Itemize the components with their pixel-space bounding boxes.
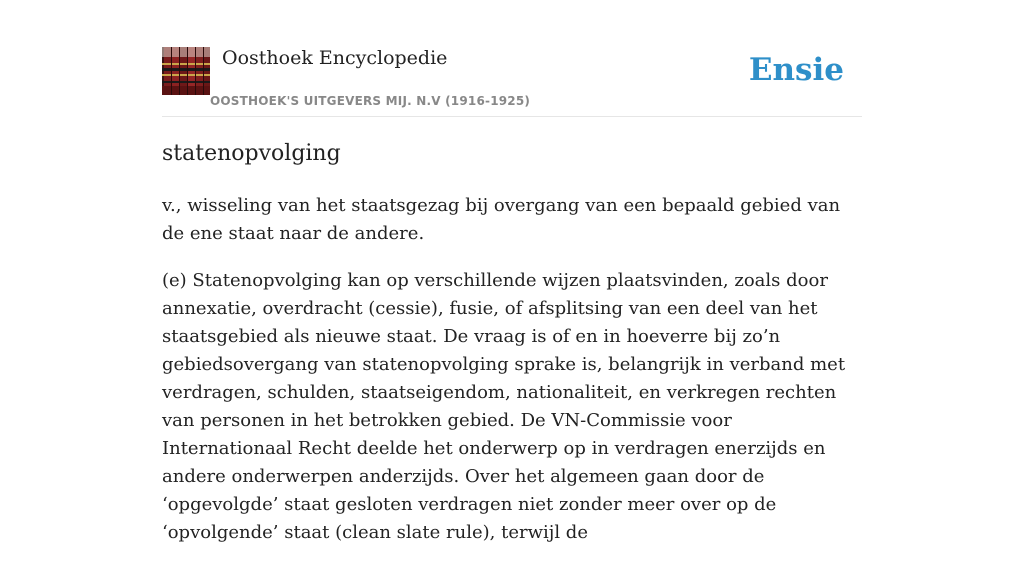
article-paragraph: v., wisseling van het staatsgezag bij overgang van een bepaald gebied van de ene staat naar de andere.: [162, 195, 841, 244]
publisher-label: OOSTHOEK'S UITGEVERS MIJ. N.V (1916-1925): [210, 94, 531, 108]
ensie-logo[interactable]: Ensie: [748, 52, 844, 88]
source-name[interactable]: Oosthoek Encyclopedie: [222, 47, 448, 69]
article-paragraph: (e) Statenopvolging kan op verschillende wijzen plaatsvinden, zoals door annexatie, overdracht (cessie), fusie, of afsplitsing van een deel van het staatsgebied als nieuwe staat. De vraag is of en in hoeverre bij zo’n gebiedsovergang van statenopvolging sprake is, belangrijk in verband met verdragen, schulden, staatseigendom, nationaliteit, en verkregen rechten van personen in het betrokken gebied. De VN-Commissie voor Internationaal Recht deelde het onderwerp op in verdragen enerzijds en andere onderwerpen anderzijds. Over het algemeen gaan door de ‘opgevolgde’ staat gesloten verdragen niet zonder meer over op de ‘opvolgende’ staat (clean slate rule), terwijl de: [162, 270, 846, 543]
book-spines-icon[interactable]: [162, 47, 210, 95]
article-title: statenopvolging: [162, 141, 341, 166]
article-body: [162, 192, 862, 566]
source-header: [162, 46, 862, 117]
